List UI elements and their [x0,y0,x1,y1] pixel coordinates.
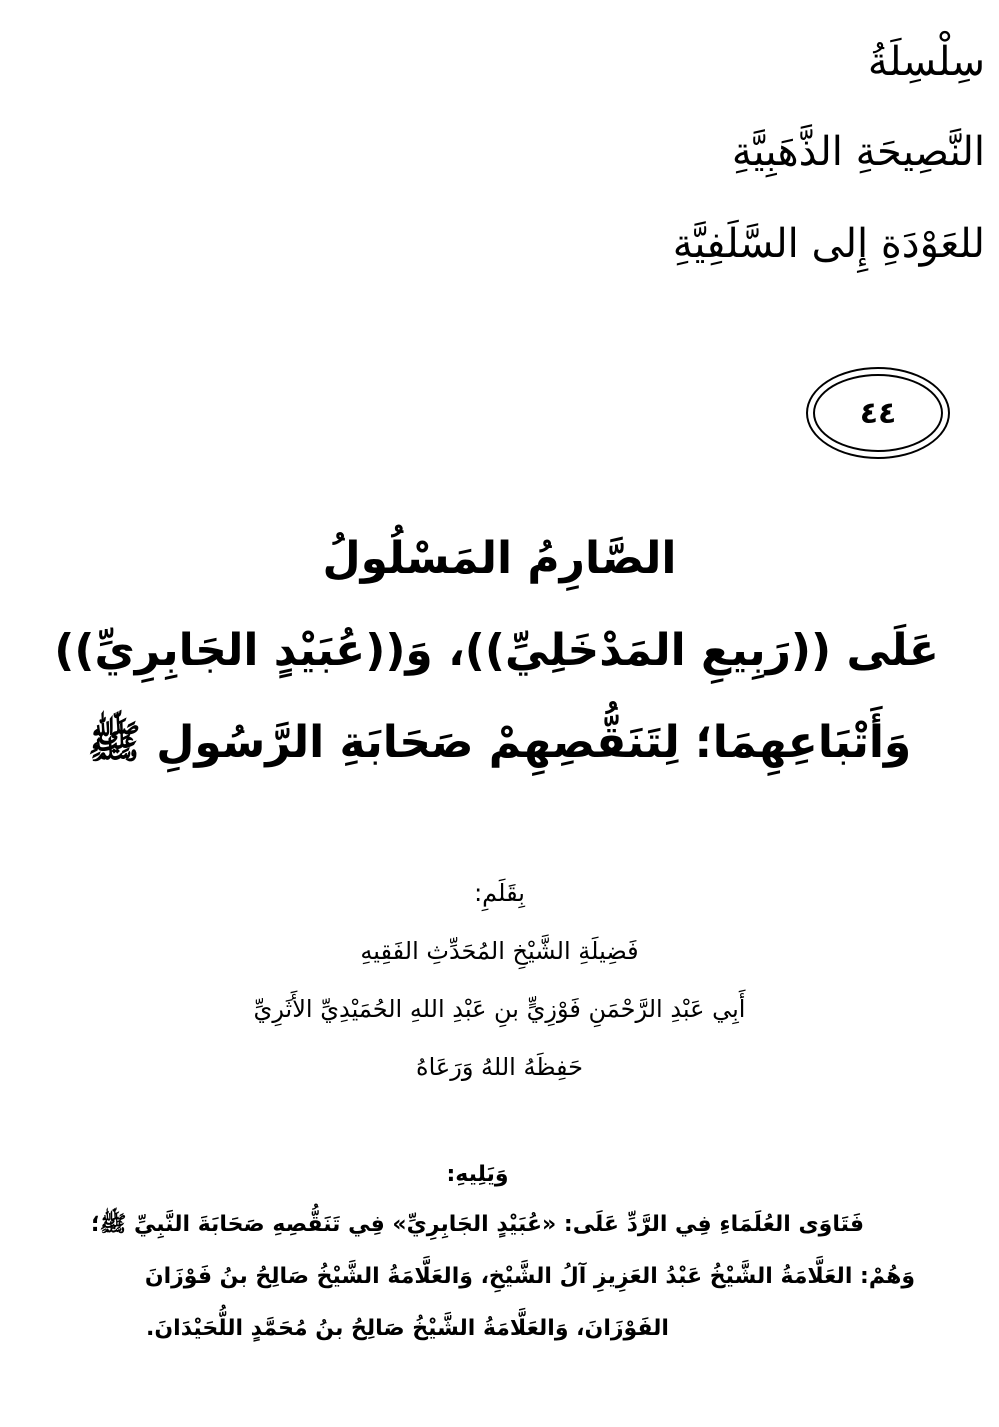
series-subtitle: للعَوْدَةِ إِلى السَّلَفِيَّةِ [672,221,985,267]
author-name: أَبِي عَبْدِ الرَّحْمَنِ فَوْزِيٍّ بنِ عَبْدِ اللهِ الحُمَيْدِيِّ الأَثَرِيِّ [253,995,746,1023]
book-title-line-2: عَلَى ((رَبِيعِ المَدْخَلِيِّ))، وَ((عُبَيْدٍ الجَابِرِيِّ)) [54,625,939,676]
series-number-inner-oval [813,374,943,452]
author-honorific: فَضِيلَةِ الشَّيْخِ المُحَدِّثِ الفَقِيهِ [360,937,639,965]
appendix-line-1: فَتَاوَى العُلَمَاءِ فِي الرَّدِّ عَلَى: «عُبَيْدٍ الجَابِرِيِّ» فِي تَنَقُّصِهِ صَحَابَةَ النَّبِيِّ ﷺ؛ [91,1212,864,1237]
author-by-label: بِقَلَمِ: [474,879,525,907]
appendix-line-2: وَهُمْ: العَلَّامَةُ الشَّيْخُ عَبْدُ العَزِيزِ آلُ الشَّيْخِ، وَالعَلَّامَةُ الشَّيْخُ صَالِحُ بنُ فَوْزَانَ [144,1264,915,1289]
author-prayer: حَفِظَهُ اللهُ وَرَعَاهُ [416,1053,583,1081]
appendix-block [40,1160,915,1366]
book-title-line-3: وَأَتْبَاعِهِمَا؛ لِتَنَقُّصِهِمْ صَحَابَةِ الرَّسُولِ ﷺ [87,717,912,768]
appendix-heading: وَيَلِيهِ: [446,1162,509,1187]
series-name: النَّصِيحَةِ الذَّهَبِيَّةِ [731,129,985,175]
series-title-block [672,22,985,267]
appendix-line-3: الفَوْزَانَ، وَالعَلَّامَةُ الشَّيْخُ صَالِحُ بنُ مُحَمَّدٍ اللُّحَيْدَانَ. [146,1316,669,1341]
author-block [60,876,939,1108]
book-title-line-1: الصَّارِمُ المَسْلُولُ [322,533,677,584]
series-number-badge [806,367,950,459]
series-number: ٤٤ [859,395,897,431]
book-title [54,530,939,806]
series-label: سِلْسِلَةُ [867,39,985,85]
